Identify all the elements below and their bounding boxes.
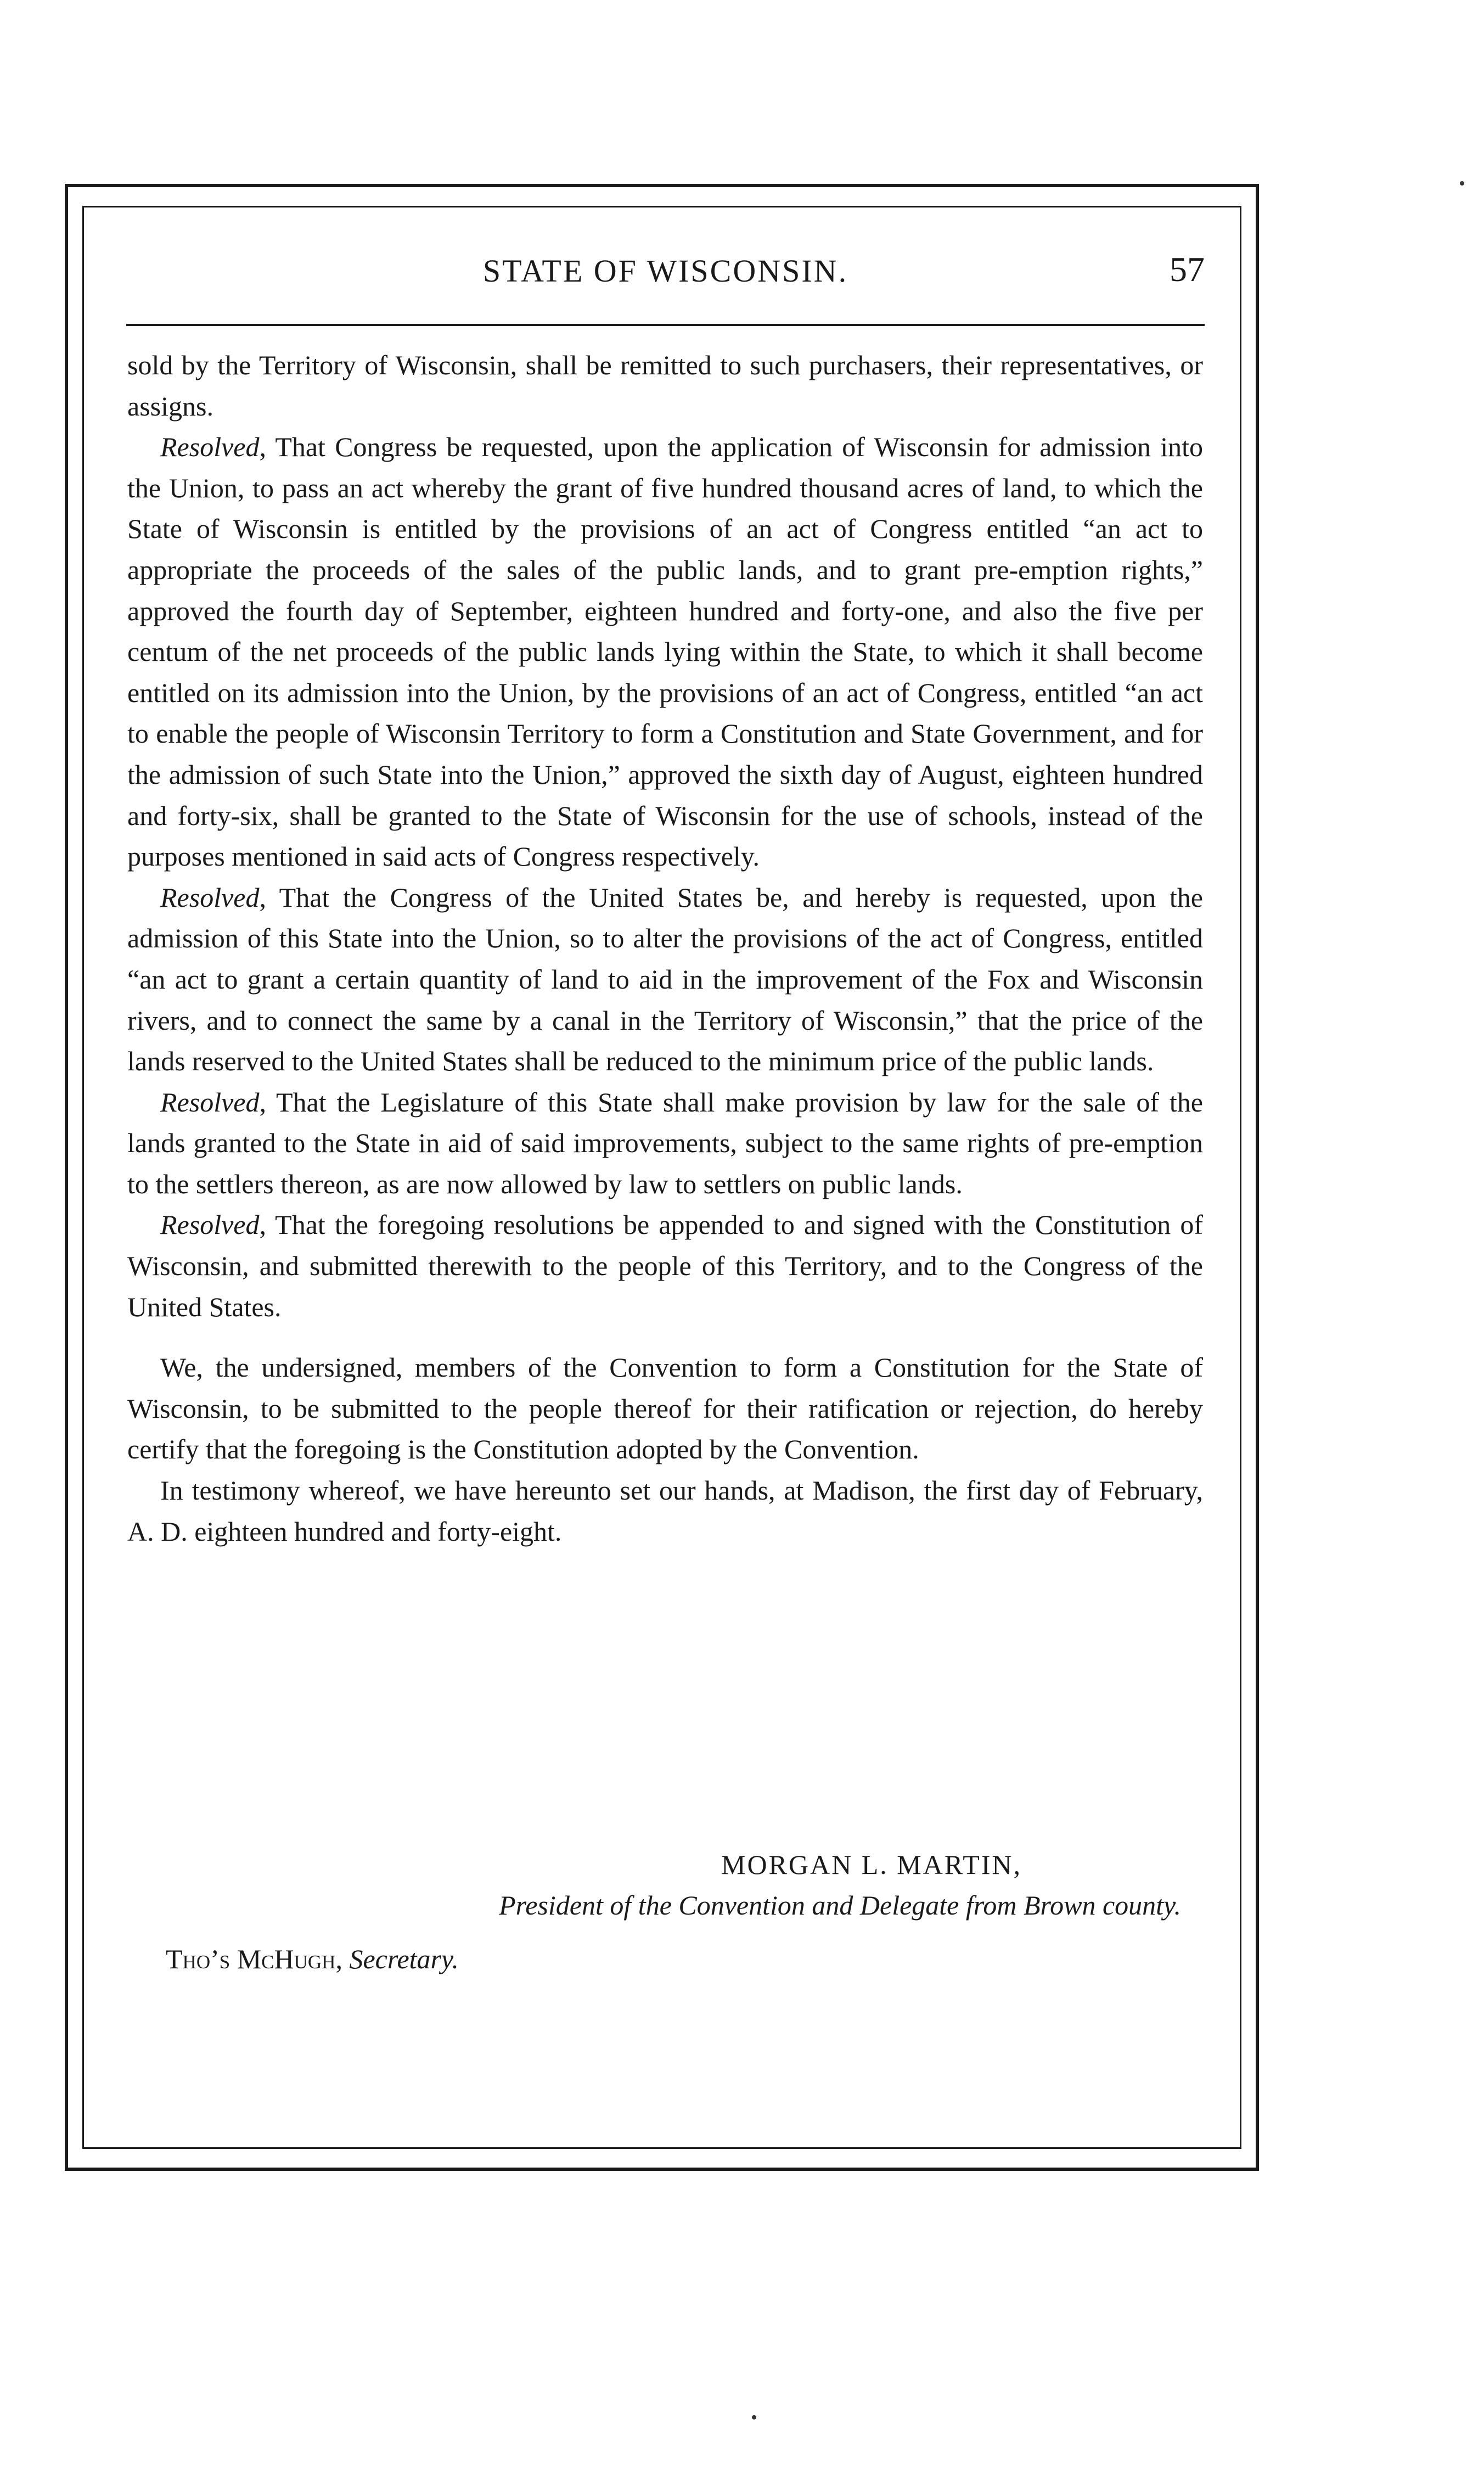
print-speck xyxy=(752,2415,756,2420)
resolved-lead: Resolved xyxy=(160,1209,260,1240)
paragraph-continuation xyxy=(127,345,1203,426)
paragraph-resolution-schools xyxy=(127,426,1203,877)
resolved-lead: Resolved xyxy=(160,431,260,463)
paragraph-certification xyxy=(127,1347,1203,1470)
paragraph-resolution-legislature xyxy=(127,1082,1203,1205)
paragraph-text: , That the Congress of the United States be, and hereby is requested, upon the admission of this State into the Union, so to alter the provisions of the act of Congress, entitled “an act to grant a certain quantity of land to aid in the improvement of the Fox and Wisconsin rivers, and to connect the same by a canal in the Territory of Wisconsin,” that the price of the lands reserved to the United States shall be reduced to the minimum price of the public lands. xyxy=(127,882,1203,1077)
signature-block xyxy=(127,1844,1203,1979)
secretary-title: Secretary. xyxy=(349,1944,459,1974)
paragraph-resolution-appended xyxy=(127,1204,1203,1327)
paragraph-text: , That the Legislature of this State shall make provision by law for the sale of the lands granted to the State in aid of said improvements, subject to the same rights of pre-emption to the settlers thereon, as are now allowed by law to settlers on public lands. xyxy=(127,1086,1203,1199)
secretary-line: Tho’s McHugh, Secretary. xyxy=(166,1944,459,1974)
paragraph-text: sold by the Territory of Wisconsin, shall be remitted to such purchasers, their representatives, or assigns. xyxy=(127,350,1203,422)
secretary-name: Tho’s McHugh xyxy=(166,1944,336,1974)
resolved-lead: Resolved xyxy=(160,1086,260,1118)
paragraph-text: , That the foregoing resolutions be appended to and signed with the Constitution of Wisconsin, and submitted therewith to the people of this Territory, and to the Congress of the United States. xyxy=(127,1209,1203,1322)
running-title: STATE OF WISCONSIN. xyxy=(482,253,848,289)
resolved-lead: Resolved xyxy=(160,882,260,913)
paragraph-resolution-canal xyxy=(127,877,1203,1082)
paragraph-text: In testimony whereof, we have hereunto set our hands, at Madison, the first day of February, A. D. eighteen hundred and forty-eight. xyxy=(127,1475,1203,1547)
signatory-title: President of the Convention and Delegate from Brown county. xyxy=(499,1890,1181,1921)
print-speck xyxy=(1460,181,1464,186)
paragraph-text: , That Congress be requested, upon the application of Wisconsin for admission into the Union, to pass an act whereby the grant of five hundred thousand acres of land, to which the State of Wisconsin is entitled by the provisions of an act of Congress entitled “an act to appropriate the proceeds of the sales of the public lands, and to grant pre-emption rights,” approved the fourth day of September, eighteen hundred and forty-one, and also the five per centum of the net proceeds of the public lands lying within the State, to which it shall become entitled on its admission into the Union, by the provisions of an act of Congress, entitled “an act to enable the people of Wisconsin Territory to form a Constitution and State Government, and for the admission of such State into the Union,” approved the sixth day of August, eighteen hundred and forty-six, shall be granted to the State of Wisconsin for the use of schools, instead of the purposes mentioned in said acts of Congress respectively. xyxy=(127,431,1203,872)
paragraph-testimony xyxy=(127,1470,1203,1552)
header-rule xyxy=(126,324,1205,326)
signatory-name: MORGAN L. MARTIN, xyxy=(721,1849,1022,1880)
document-body xyxy=(127,345,1203,1552)
page-number: 57 xyxy=(1170,250,1205,289)
page-header xyxy=(126,242,1205,307)
paragraph-text: We, the undersigned, members of the Convention to form a Constitution for the State of Wisconsin, to be submitted to the people thereof for their ratification or rejection, do hereby certify that the foregoing is the Constitution adopted by the Convention. xyxy=(127,1352,1203,1465)
